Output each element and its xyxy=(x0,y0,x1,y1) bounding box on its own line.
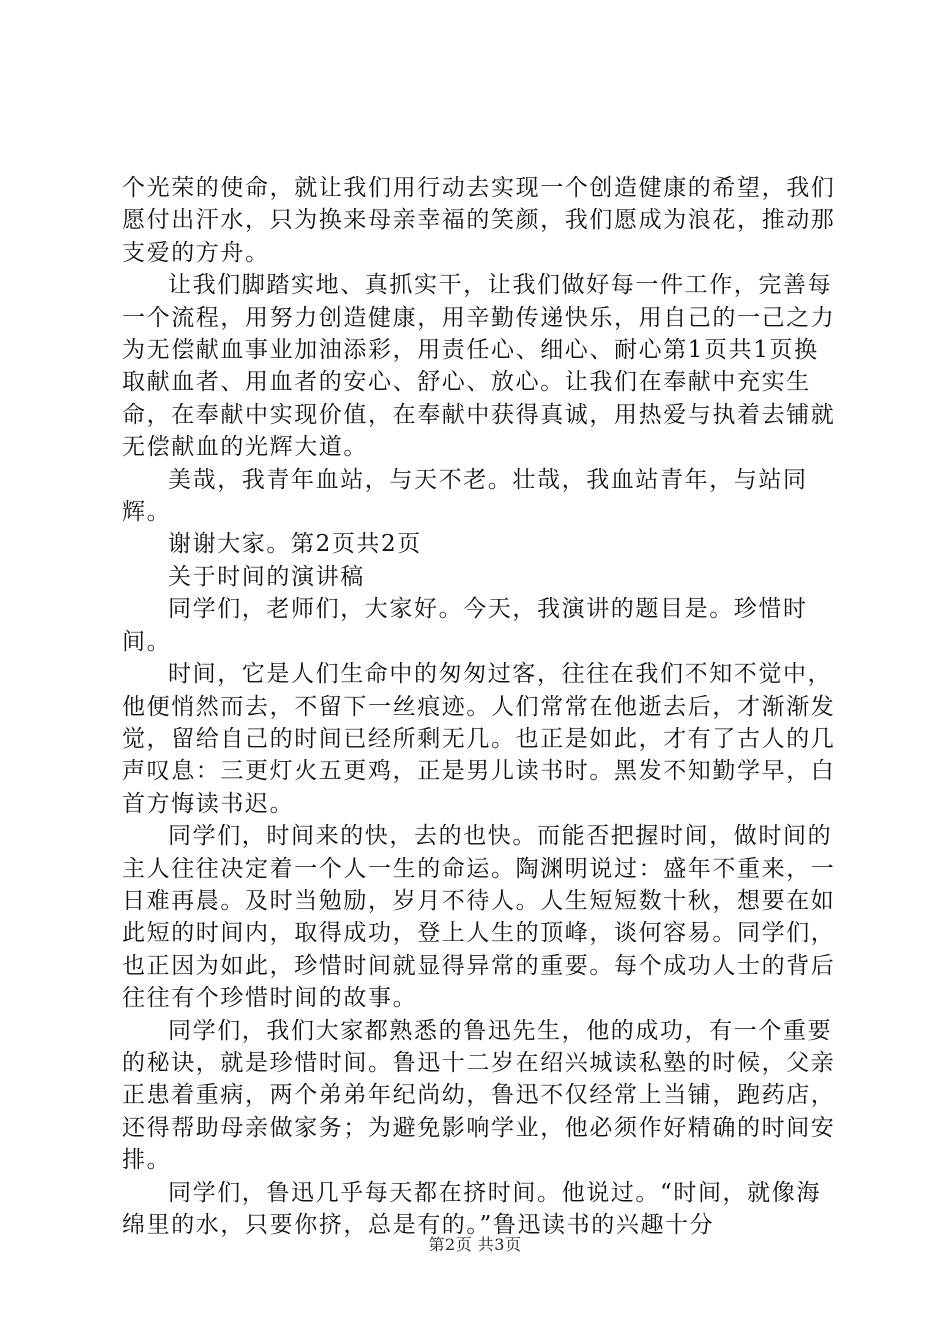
page-number-footer: 第2页 共3页 xyxy=(428,1235,522,1254)
paragraph: 同学们，鲁迅几乎每天都在挤时间。他说过。“时间，就像海绵里的水，只要你挤，总是有的。”鲁迅读书的兴趣十分 xyxy=(122,1179,821,1238)
paragraph: 谢谢大家。第2页共2页 xyxy=(168,531,422,558)
paragraph: 同学们，老师们，大家好。今天，我演讲的题目是。珍惜时间。 xyxy=(122,596,808,655)
paragraph: 美哉，我青年血站，与天不老。壮哉，我血站青年，与站同辉。 xyxy=(122,466,808,526)
document-body xyxy=(122,172,842,1241)
paragraph: 同学们，时间来的快，去的也快。而能否把握时间，做时间的主人往往决定着一个人一生的命运。陶渊明说过：盛年不重来，一日难再晨。及时当勉励，岁月不待人。人生短短数十秋，想要在如此短的时间内，取得成功，登上人生的顶峰，谈何容易。同学们，也正因为如此，珍惜时间就显得异常的重要。每个成功人士的背后往往有个珍惜时间的故事。 xyxy=(122,823,836,1012)
paragraph: 时间，它是人们生命中的匆匆过客，往往在我们不知不觉中，他便悄然而去，不留下一丝痕迹。人们常常在他逝去后，才渐渐发觉，留给自己的时间已经所剩无几。也正是如此，才有了古人的几声叹息：三更灯火五更鸡，正是男儿读书时。黑发不知勤学早，白首方悔读书迟。 xyxy=(122,661,836,817)
section-title: 关于时间的演讲稿 xyxy=(168,563,365,590)
paragraph: 个光荣的使命，就让我们用行动去实现一个创造健康的希望，我们愿付出汗水，只为换来母亲幸福的笑颜，我们愿成为浪花，推动那支爱的方舟。 xyxy=(122,175,836,266)
paragraph: 让我们脚踏实地、真抓实干，让我们做好每一件工作，完善每一个流程，用努力创造健康，用辛勤传递快乐，用自己的一己之力为无偿献血事业加油添彩，用责任心、细心、耐心第1页共1页换取献血者、用血者的安心、舒心、放心。让我们在奉献中充实生命，在奉献中实现价值，在奉献中获得真诚，用热爱与执着去铺就无偿献血的光辉大道。 xyxy=(122,272,836,461)
paragraph: 同学们，我们大家都熟悉的鲁迅先生，他的成功，有一个重要的秘诀，就是珍惜时间。鲁迅十二岁在绍兴城读私塾的时候，父亲正患着重病，两个弟弟年纪尚幼，鲁迅不仅经常上当铺，跑药店，还得帮助母亲做家务；为避免影响学业，他必须作好精确的时间安排。 xyxy=(122,1017,836,1174)
